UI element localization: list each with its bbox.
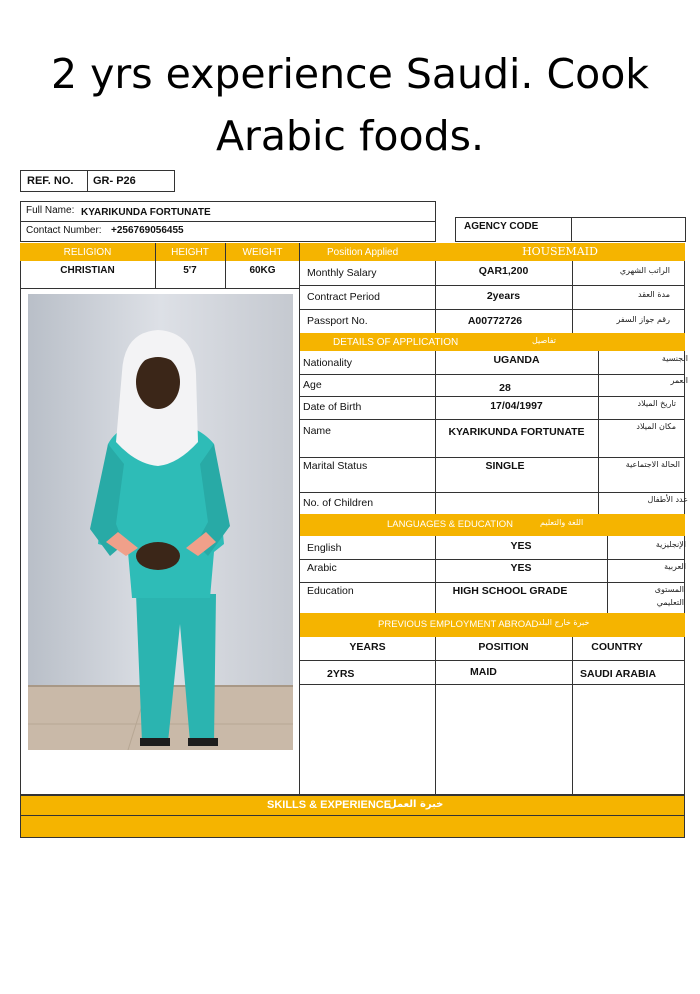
bio-weight-value: 60KG [249,265,276,276]
dob-arabic: تاريخ الميلاد [637,399,676,408]
bio-header-weight: WEIGHT [242,247,283,258]
agency-code-box [455,217,686,242]
details-header-bar [300,333,685,351]
contact-number-value: +256769056455 [111,225,184,236]
dob-value: 17/04/1997 [490,400,543,412]
marital-status-value: SINGLE [485,460,525,472]
employment-position-value: MAID [470,666,497,678]
name-value: KYARIKUNDA FORTUNATE [448,426,585,438]
ref-number-label: REF. NO. [27,175,74,187]
nationality-value: UGANDA [493,354,540,366]
name-label: Name [303,425,332,437]
salary-value: QAR1,200 [478,265,529,277]
details-title: DETAILS OF APPLICATION [333,337,459,348]
full-name-label: Full Name: [26,205,75,216]
bio-header-bar [20,243,300,261]
skills-title-arabic: خبرة العمل [388,799,444,810]
agency-code-label: AGENCY CODE [464,221,539,232]
education-arabic-2: التعليمي [656,598,684,607]
age-label: Age [303,379,322,391]
contact-box [20,201,436,242]
applicant-photo [28,294,293,750]
salary-label: Monthly Salary [307,267,377,279]
details-title-arabic: تفاصيل [532,336,556,345]
english-arabic: الإنجليزية [655,540,686,549]
employment-header-bar [300,613,685,637]
english-value: YES [510,540,532,552]
passport-value: A00772726 [467,315,523,327]
position-applied-label: Position Applied [327,247,399,258]
skills-title: SKILLS & EXPERIENCE [267,799,392,811]
english-label: English [307,542,342,554]
contract-period-value: 2years [486,290,521,302]
employment-header-country: COUNTRY [591,641,643,653]
arabic-label: Arabic [307,562,337,574]
bio-header-religion: RELIGION [63,247,112,258]
position-header-bar [300,243,685,261]
employment-title-arabic: خبرة خارج البلد [538,618,590,627]
employment-country-value: SAUDI ARABIA [580,668,657,680]
languages-header-bar [300,514,685,536]
contract-period-arabic: مدة العقد [638,290,670,299]
bio-height-value: 5'7 [183,265,197,276]
bio-header-height: HEIGHT [171,247,209,258]
employment-header-years: YEARS [349,641,386,653]
arabic-arabic: العربية [664,562,686,571]
ref-number-box [20,170,175,192]
education-arabic: المستوى [654,585,684,594]
headline-line-2: Arabic foods. [215,112,485,160]
passport-label: Passport No. [307,315,368,327]
salary-arabic: الراتب الشهري [619,266,670,275]
nationality-label: Nationality [303,357,353,369]
dob-label: Date of Birth [303,401,362,413]
age-arabic: العمر [670,376,688,385]
passport-arabic: رقم جواز السفر [616,315,670,324]
position-applied-value: HOUSEMAID [522,245,598,258]
education-label: Education [307,585,354,597]
age-value: 28 [499,382,511,394]
contract-period-label: Contract Period [307,291,380,303]
education-value: HIGH SCHOOL GRADE [452,585,568,597]
languages-title-arabic: اللغة والتعليم [540,518,584,527]
contact-number-label: Contact Number: [26,225,102,236]
marital-status-arabic: الحالة الاجتماعية [625,460,680,469]
ref-number-value: GR- P26 [93,175,136,187]
languages-title: LANGUAGES & EDUCATION [387,519,513,530]
employment-years-value: 2YRS [327,668,355,680]
arabic-value: YES [510,562,532,574]
children-label: No. of Children [303,497,374,509]
children-arabic: عدد الأطفال [647,495,688,504]
employment-title: PREVIOUS EMPLOYMENT ABROAD [378,619,539,630]
employment-header-position: POSITION [478,641,529,653]
full-name-value: KYARIKUNDA FORTUNATE [81,207,211,218]
skills-header-bar [20,795,685,816]
bio-religion-value: CHRISTIAN [60,265,115,276]
name-arabic: مكان الميلاد [636,422,676,431]
nationality-arabic: الجنسية [661,354,688,363]
marital-status-label: Marital Status [303,460,368,472]
skills-content-bar [20,816,685,838]
headline-line-1: 2 yrs experience Saudi. Cook [50,50,650,98]
